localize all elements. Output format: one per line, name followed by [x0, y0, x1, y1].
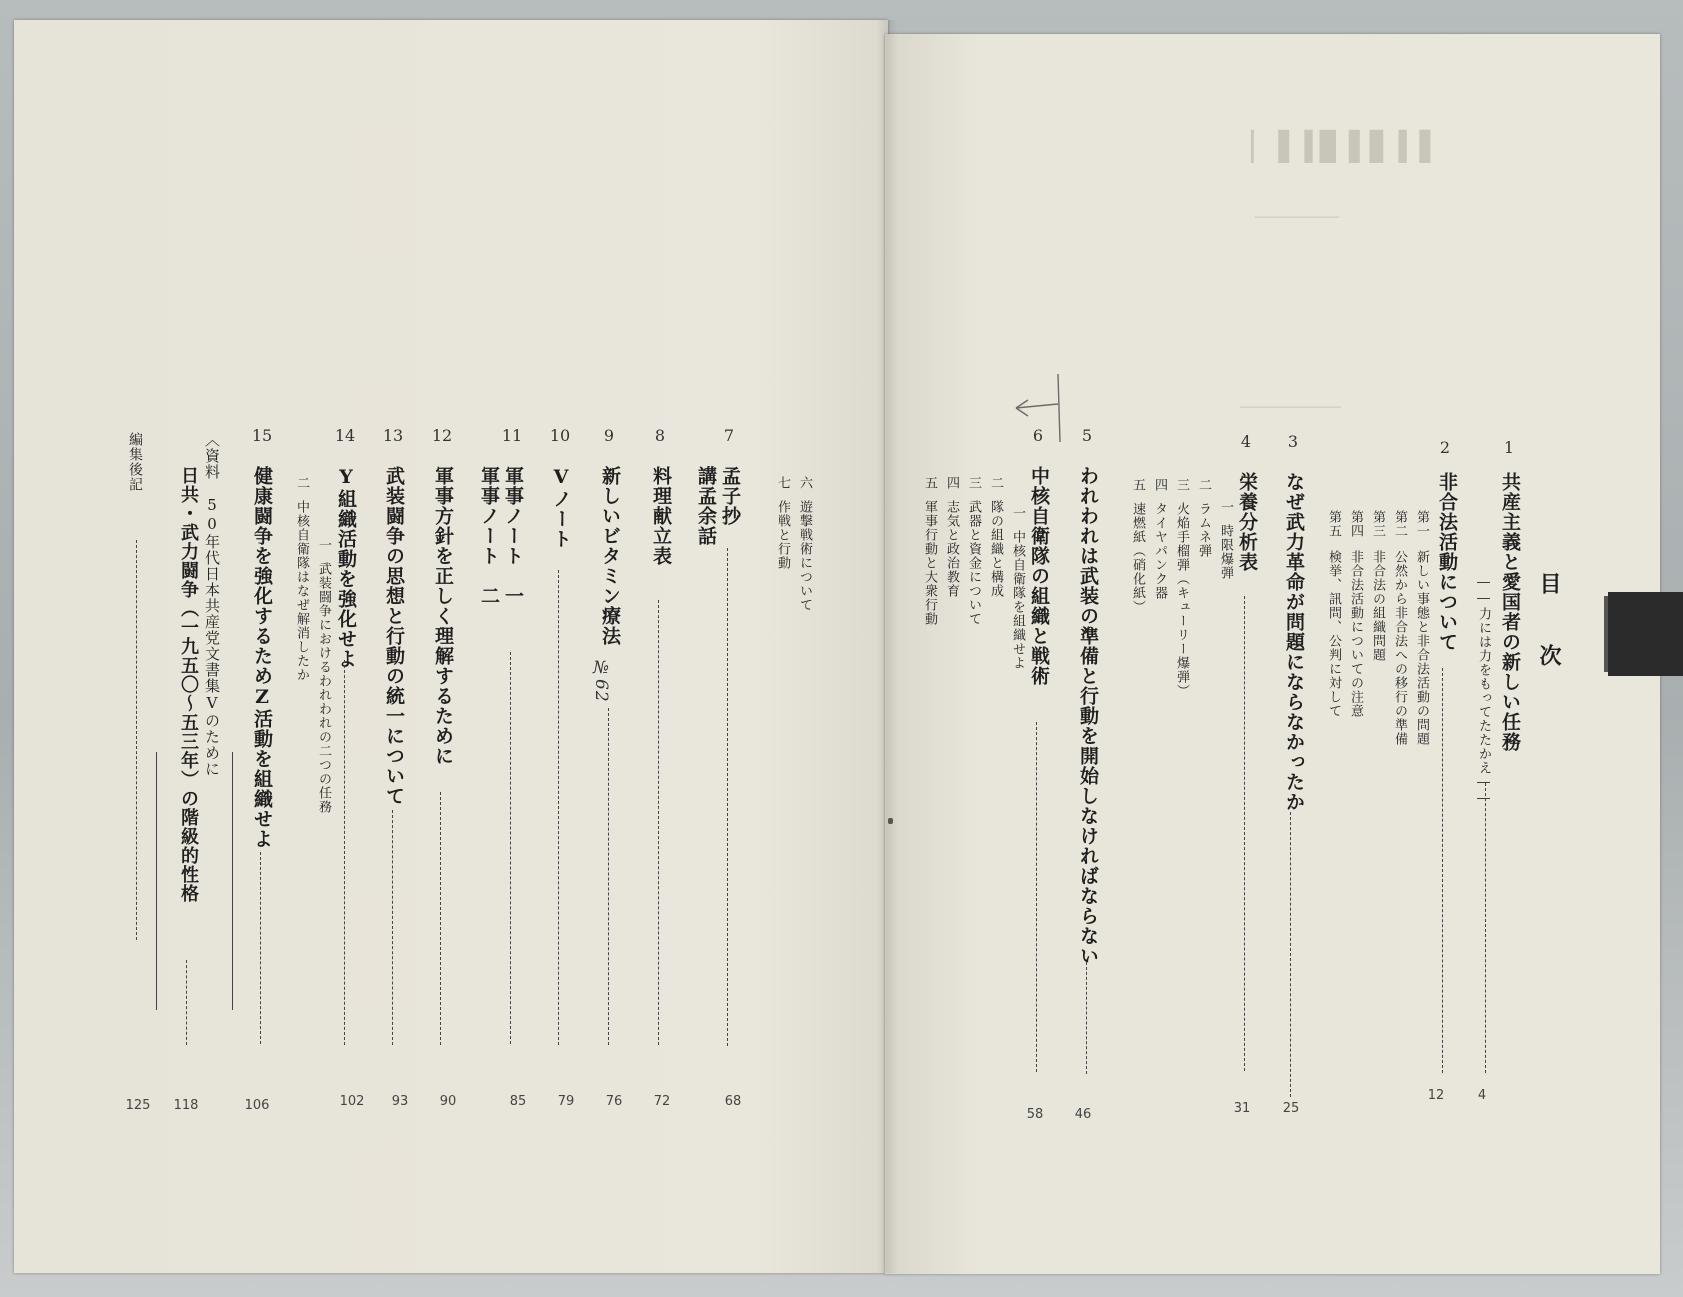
postscript-title: 編集後記	[127, 432, 143, 492]
entry-title: 栄養分析表	[1236, 472, 1258, 572]
leader-dots	[186, 960, 187, 1045]
sub-item-number: 六	[797, 476, 812, 490]
book-gutter	[876, 20, 898, 1273]
toc-title: 目 次	[1536, 572, 1562, 680]
entry-title: 共産主義と愛国者の新しい任務	[1499, 472, 1521, 752]
bracket-line	[232, 752, 233, 1010]
entry-subtitle: ――力には力をもってたたかえ――	[1476, 575, 1491, 807]
page-number: 46	[1074, 1107, 1092, 1122]
bleed-through-text: ▌▍▋▌▊▍▌ ▏	[1230, 130, 1431, 163]
leader-dots	[1244, 596, 1245, 1071]
leader-dots	[344, 660, 345, 1045]
page-number: 93	[391, 1094, 409, 1109]
sub-item-number: 第四	[1348, 510, 1363, 538]
sub-item-text: 遊撃戦術について	[797, 500, 812, 612]
entry-title: われわれは武装の準備と行動を開始しなければならない	[1077, 466, 1099, 966]
bleed-through-text: ──────────	[1255, 210, 1340, 226]
appendix-subtitle: 日共・武力闘争（一九五〇〜五三年）の階級的性格	[178, 466, 199, 903]
sub-item-number: 二	[294, 476, 309, 490]
entry-number: 6	[1032, 426, 1044, 445]
sub-item-number: 二	[1196, 478, 1211, 492]
entry-extra: 講孟余話	[695, 466, 717, 546]
entry-number: 3	[1287, 432, 1299, 451]
leader-dots	[1442, 668, 1443, 1073]
entry-number: 7	[723, 426, 735, 445]
bleed-through-text: ────────────	[1240, 400, 1342, 416]
page-number: 90	[439, 1094, 457, 1109]
page-number: 68	[724, 1094, 742, 1109]
sub-item-text: 検挙、訊問、公判に対して	[1326, 550, 1341, 718]
entry-title: 料理献立表	[650, 466, 672, 566]
sub-item-text: 速燃紙（硝化紙）	[1130, 502, 1145, 614]
sub-item-text: 武装闘争におけるわれわれの二つの任務	[316, 562, 331, 814]
leader-dots	[392, 810, 393, 1045]
entry-title: なぜ武力革命が問題にならなかったか	[1283, 472, 1305, 812]
sub-item-text: 武器と資金について	[966, 500, 981, 626]
leader-dots	[558, 570, 559, 1045]
entry-title: 新しいビタミン療法	[599, 466, 621, 646]
entry-number: 1	[1503, 438, 1515, 457]
leader-dots	[608, 708, 609, 1045]
sub-item-number: 七	[775, 476, 790, 490]
sub-item-number: 一	[316, 538, 331, 552]
entry-title: 健康闘争を強化するためZ活動を組織せよ	[251, 466, 273, 849]
leader-dots	[658, 600, 659, 1045]
page-number: 25	[1282, 1101, 1300, 1116]
entry-number: 13	[382, 426, 404, 445]
sub-item-text: 新しい事態と非合法活動の問題	[1414, 550, 1429, 746]
sub-item-text: 中核自衛隊を組織せよ	[1010, 530, 1025, 670]
sub-item-text: 隊の組織と構成	[988, 500, 1003, 598]
leader-dots	[510, 652, 511, 1044]
entry-title: 孟子抄	[719, 466, 741, 526]
leader-dots	[440, 792, 441, 1045]
sub-item-number: 一	[1010, 506, 1025, 520]
leader-dots	[1290, 812, 1291, 1097]
leader-dots	[1485, 783, 1486, 1073]
entry-number: 15	[251, 426, 273, 445]
page-number: 72	[653, 1094, 671, 1109]
sub-item-text: 時限爆弾	[1218, 524, 1233, 580]
sub-item-text: 軍事行動と大衆行動	[922, 500, 937, 626]
sub-item-text: 非合法の組織問題	[1370, 550, 1385, 662]
entry-title: Vノート	[550, 466, 572, 549]
entry-number: 8	[654, 426, 666, 445]
sub-item-number: 三	[1174, 478, 1189, 492]
page-number: 125	[125, 1098, 151, 1113]
entry-title: 武装闘争の思想と行動の統一について	[383, 466, 405, 806]
sub-item-number: 四	[944, 476, 959, 490]
pencil-arrow-mark	[1010, 368, 1070, 448]
sub-item-number: 第二	[1392, 510, 1407, 538]
page-number: 118	[173, 1098, 199, 1113]
entry-number: 14	[334, 426, 356, 445]
entry-number: 9	[603, 426, 615, 445]
handwritten-note: №62	[591, 658, 611, 703]
entry-number: 12	[431, 426, 453, 445]
entry-number: 10	[549, 426, 571, 445]
page-number: 12	[1427, 1088, 1445, 1103]
leader-dots	[260, 852, 261, 1044]
appendix-title: 〈資料 50年代日本共産党文書集Vのために	[203, 432, 221, 777]
sub-item-text: 非合法活動についての注意	[1348, 550, 1363, 718]
leader-dots	[727, 548, 728, 1046]
page-number: 85	[509, 1094, 527, 1109]
sub-item-number: 四	[1152, 478, 1167, 492]
page-number: 4	[1477, 1088, 1487, 1103]
sub-item-number: 一	[1218, 500, 1233, 514]
page-number: 76	[605, 1094, 623, 1109]
sub-item-number: 二	[988, 476, 1003, 490]
entry-title: 軍事方針を正しく理解するために	[432, 466, 454, 766]
page-number: 58	[1026, 1107, 1044, 1122]
page-number: 79	[557, 1094, 575, 1109]
ink-spot	[888, 818, 893, 824]
entry-number: 11	[501, 426, 523, 445]
page-number: 106	[244, 1098, 270, 1113]
sub-item-text: 志気と政治教育	[944, 500, 959, 598]
entry-title: 中核自衛隊の組織と戦術	[1028, 466, 1050, 686]
entry-title: Y組織活動を強化せよ	[335, 466, 357, 669]
sub-item-number: 三	[966, 476, 981, 490]
leader-dots	[136, 540, 137, 940]
sub-item-text: 作戦と行動	[775, 500, 790, 570]
entry-title: 軍事ノート 一	[502, 466, 524, 606]
leader-dots	[1036, 722, 1037, 1072]
sub-item-number: 第五	[1326, 510, 1341, 538]
sub-item-text: ラムネ弾	[1196, 502, 1211, 558]
bracket-line	[156, 752, 157, 1010]
page-number: 31	[1233, 1101, 1251, 1116]
page-number: 102	[339, 1094, 365, 1109]
sub-item-text: 中核自衛隊はなぜ解消したか	[294, 500, 309, 682]
index-tab	[1608, 592, 1683, 676]
entry-number: 2	[1439, 438, 1451, 457]
sub-item-text: 火焔手榴弾（キューリー爆弾）	[1174, 502, 1189, 698]
entry-number: 5	[1081, 426, 1093, 445]
sub-item-number: 第一	[1414, 510, 1429, 538]
entry-number: 4	[1240, 432, 1252, 451]
sub-item-number: 第三	[1370, 510, 1385, 538]
sub-item-text: 公然から非合法への移行の準備	[1392, 550, 1407, 746]
sub-item-number: 五	[922, 476, 937, 490]
leader-dots	[1086, 962, 1087, 1074]
sub-item-number: 五	[1130, 478, 1145, 492]
entry-title: 非合法活動について	[1436, 472, 1458, 652]
entry-extra: 軍事ノート 二	[478, 466, 500, 606]
sub-item-text: タイヤパンク器	[1152, 502, 1167, 600]
